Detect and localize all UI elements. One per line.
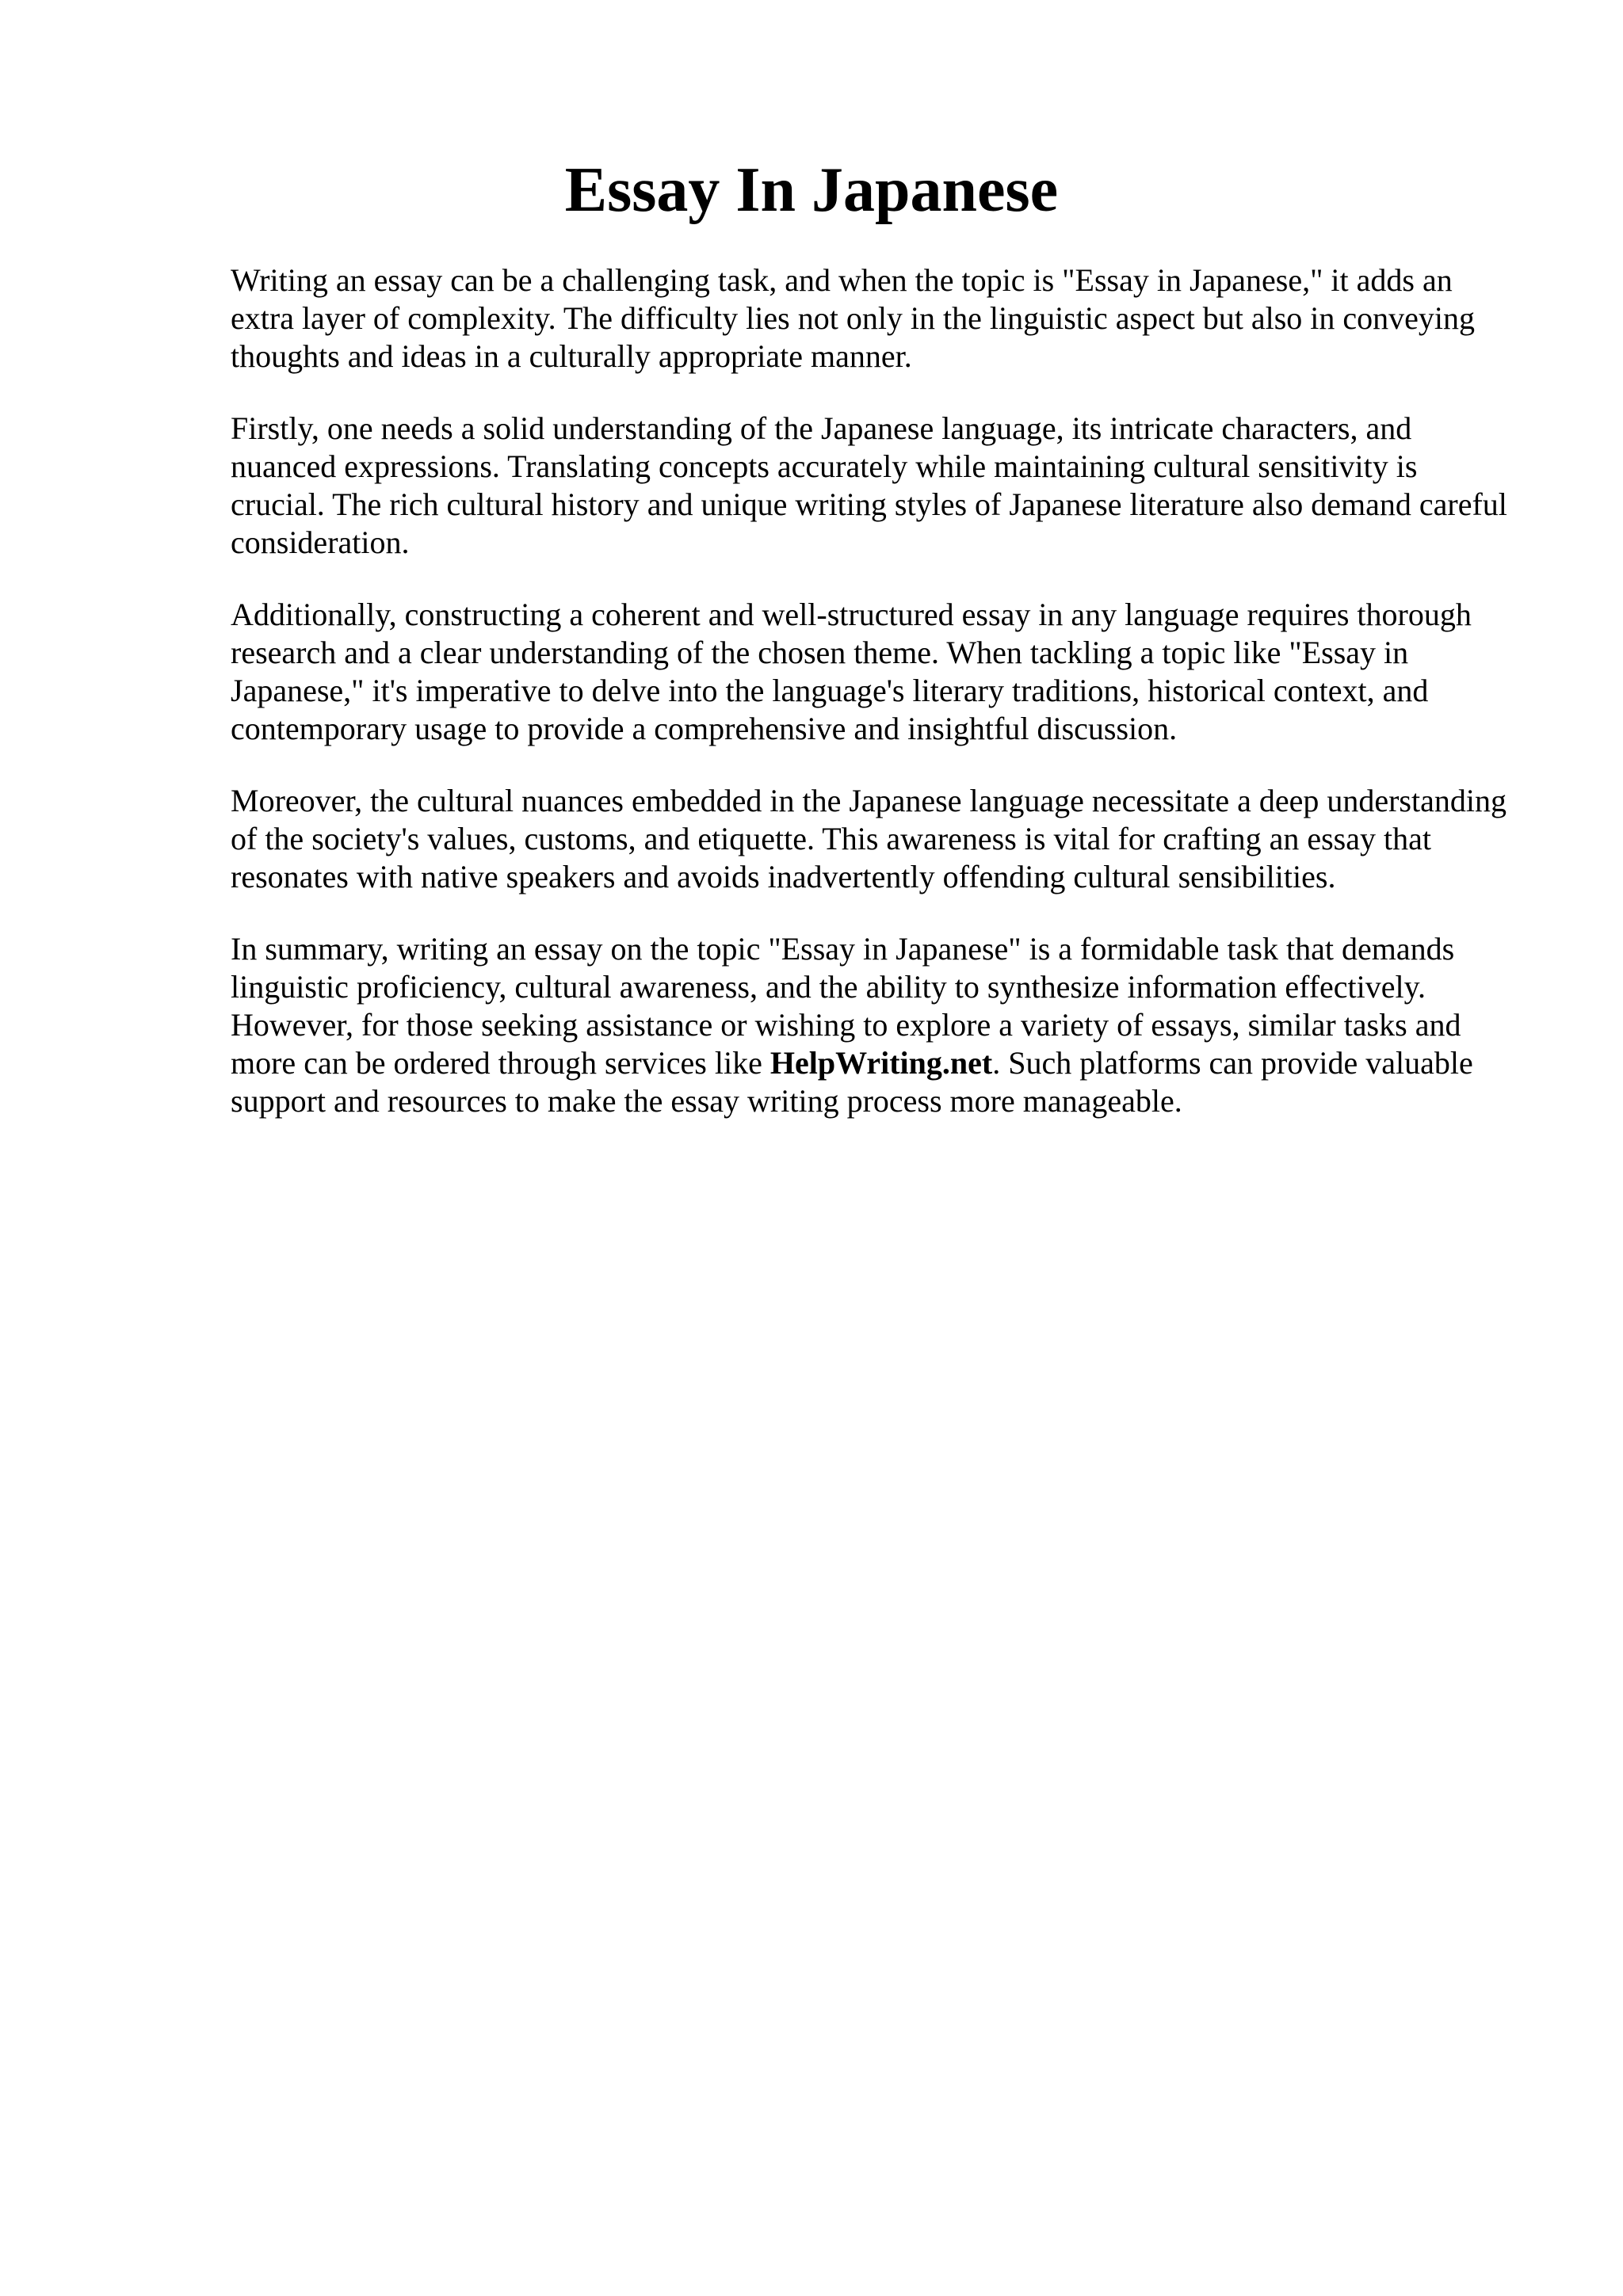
paragraph-language: Firstly, one needs a solid understanding of the Japanese language, its intricate characters, and nuanced expressions. Translating concepts accurately while maintaining cultural sensitivity is crucial. The rich cultural history and unique writing styles of Japanese literature also demand careful consideration. bbox=[231, 410, 1507, 560]
page-title: Essay In Japanese bbox=[564, 155, 1059, 225]
essay-body bbox=[231, 261, 1514, 1154]
paragraph-culture: Moreover, the cultural nuances embedded in the Japanese language necessitate a deep understanding of the society's values, customs, and etiquette. This awareness is vital for crafting an essay that resonates with native speakers and avoids inadvertently offending cultural sensibilities. bbox=[231, 783, 1507, 894]
service-link[interactable]: HelpWriting.net bbox=[769, 1045, 993, 1081]
paragraph-intro: Writing an essay can be a challenging task, and when the topic is "Essay in Japanese," it adds an extra layer of complexity. The difficulty lies not only in the linguistic aspect but also in conveying thoughts and ideas in a culturally appropriate manner. bbox=[231, 262, 1476, 374]
paragraph-summary bbox=[231, 930, 1514, 1120]
summary-text-after: . Such platforms can provide valuable support and resources to make the essay writing process more manageable. bbox=[231, 1045, 1473, 1119]
paragraph-structure: Additionally, constructing a coherent and well-structured essay in any language requires thorough research and a clear understanding of the chosen theme. When tackling a topic like "Essay in Japanese," it's imperative to delve into the language's literary traditions, historical context, and contemporary usage to provide a comprehensive and insightful discussion. bbox=[231, 597, 1472, 746]
summary-text-before: In summary, writing an essay on the topic "Essay in Japanese" is a formidable task that demands linguistic proficiency, cultural awareness, and the ability to synthesize information effectively. However, for those seeking assistance or wishing to explore a variety of essays, similar tasks and more can be ordered through services like bbox=[231, 931, 1461, 1081]
